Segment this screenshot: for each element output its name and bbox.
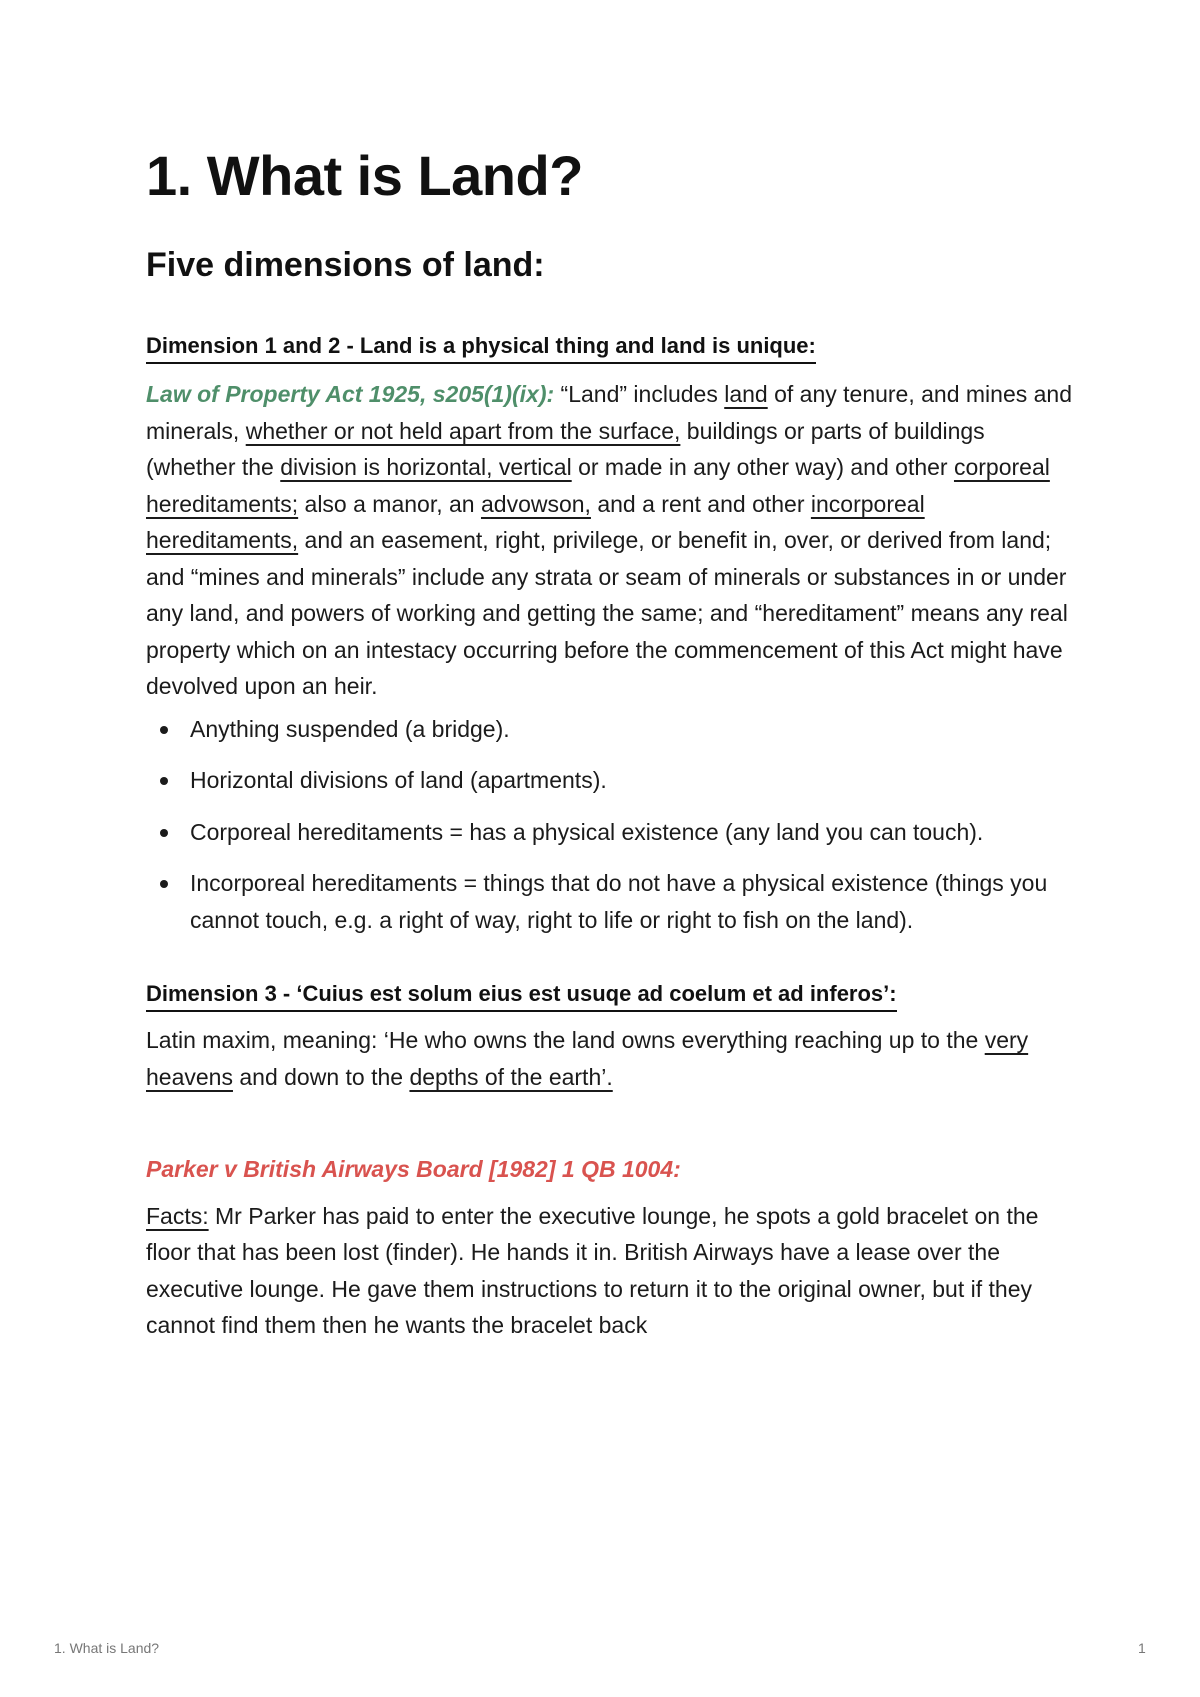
footer-title: 1. What is Land? <box>54 1640 160 1656</box>
statute-paragraph <box>146 376 1076 705</box>
statute-text: of any tenure, and mines and minerals, <box>146 381 1073 444</box>
dimension-3-block <box>146 980 1076 1095</box>
statute-underline: advowson, <box>480 490 591 517</box>
document-content <box>146 140 1076 1344</box>
page-number: 1 <box>1138 1640 1146 1656</box>
statute-citation: Law of Property Act 1925, s205(1)(ix): <box>146 381 555 407</box>
statute-text: and a rent and other <box>590 490 811 517</box>
statute-underline: land <box>724 381 768 407</box>
maxim-underline: depths of the earth’. <box>409 1063 613 1090</box>
dimension-bullet-list <box>146 711 1076 939</box>
statute-text: buildings or parts of buildings (whether the <box>146 417 985 480</box>
statute-text: “Land” includes <box>554 381 725 407</box>
latin-maxim-paragraph <box>146 1022 1076 1095</box>
case-facts-paragraph <box>146 1198 1076 1344</box>
dimension-1-2-block <box>146 332 1076 938</box>
statute-text: or made in any other way) and other <box>571 454 954 480</box>
maxim-underline: very heavens <box>146 1027 1029 1090</box>
dimension-3-heading: Dimension 3 - ‘Cuius est solum eius est usuqe ad coelum et ad inferos’: <box>146 980 897 1012</box>
case-block <box>146 1151 1076 1344</box>
statute-underline: corporeal hereditaments; <box>146 454 1050 517</box>
case-title: Parker v British Airways Board [1982] 1 QB 1004: <box>146 1156 681 1182</box>
facts-text: Mr Parker has paid to enter the executive lounge, he spots a gold bracelet on the floor that has been lost (finder). He hands it in. British Airways have a lease over the executive lounge. He gave them instructions to return it to the original owner, but if they cannot find them then he wants the bracelet back <box>146 1202 1039 1338</box>
list-item: Corporeal hereditaments = has a physical existence (any land you can touch). <box>190 814 1076 851</box>
statute-underline: division is horizontal, vertical <box>280 454 572 480</box>
maxim-text: Latin maxim, meaning: ‘He who owns the land owns everything reaching up to the <box>146 1027 985 1053</box>
list-item: Incorporeal hereditaments = things that do not have a physical existence (things you cannot touch, e.g. a right of way, right to life or right to fish on the land). <box>190 865 1076 938</box>
statute-underline: incorporeal hereditaments, <box>146 490 925 553</box>
maxim-text: and down to the <box>232 1063 410 1090</box>
list-item: Anything suspended (a bridge). <box>190 711 1076 748</box>
page-title: 1. What is Land? <box>146 144 583 207</box>
section-subtitle: Five dimensions of land: <box>146 246 545 284</box>
statute-text: also a manor, an <box>298 490 481 517</box>
list-item: Horizontal divisions of land (apartments). <box>190 762 1076 799</box>
facts-label: Facts: <box>146 1202 209 1229</box>
dimension-1-2-heading: Dimension 1 and 2 - Land is a physical thing and land is unique: <box>146 332 816 364</box>
statute-underline: whether or not held apart from the surface, <box>245 417 681 444</box>
statute-text: and an easement, right, privilege, or benefit in, over, or derived from land; and “mines and minerals” include any strata or seam of minerals or substances in or under any land, and powers of working and getting the same; and “hereditament” means any real property which on an intestacy occurring before the commencement of this Act might have devolved upon an heir. <box>146 527 1068 699</box>
